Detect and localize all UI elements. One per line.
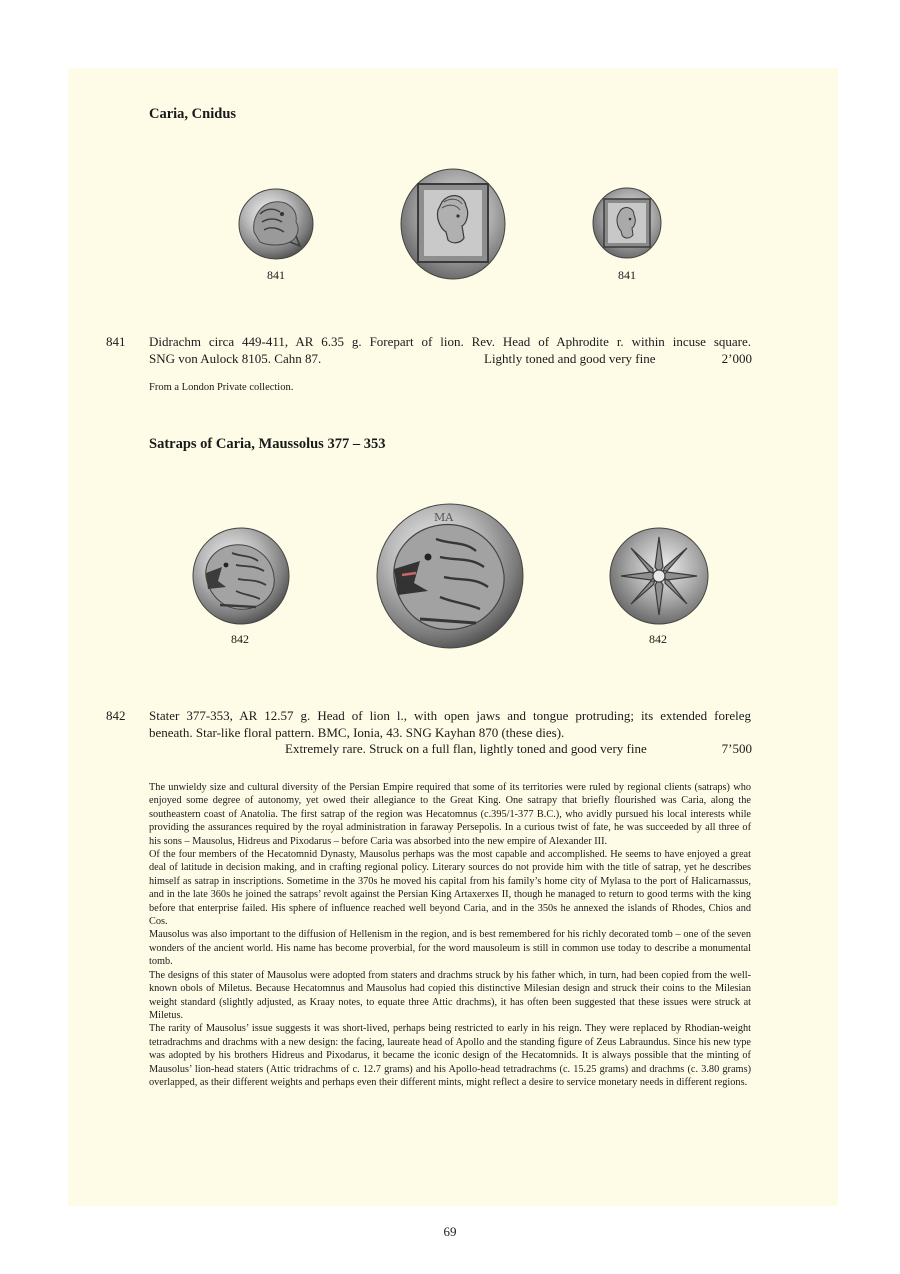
section-heading-maussolus: Satraps of Caria, Maussolus 377 – 353 bbox=[149, 436, 386, 452]
coin-label-841-obverse: 841 bbox=[267, 268, 285, 282]
coin-841-obverse-image bbox=[238, 188, 314, 260]
essay-paragraph: The rarity of Mausolus’ issue suggests it was short-lived, perhaps being restricted to early in his reign. They were replaced by Rhodian-weight tetradrachms and drachms with a new design: the facing, laureate head of Apollo and the standing figure of Zeus Labraundus. Since his new type was adopted by his brothers Hidreus and Pixodarus, it became the iconic design of the Hecatomnids. It is always possible that the minting of Mausolus’ lion-head staters (Attic tridrachms of c. 12.7 grams) and his Apollo-head tetradrachms (c. 15.25 grams) and drachms (c. 3.80 grams) overlapped, as their different weights and perhaps even their different mints, might reflect a desire to service monetary needs in different regions. bbox=[149, 1023, 751, 1088]
lot-842-estimate: 7’500 bbox=[721, 741, 752, 756]
lot-841-description-line1: Didrachm circa 449-411, AR 6.35 g. Forepart of lion. Rev. Head of Aphrodite r. within incuse square. bbox=[149, 334, 751, 349]
svg-text:ΜΑ: ΜΑ bbox=[434, 511, 454, 524]
coin-841-reverse-small-image bbox=[592, 187, 662, 259]
essay-paragraph: The unwieldy size and cultural diversity of the Persian Empire required that some of its territories were ruled by regional clients (satraps) who enjoyed some degree of autonomy, yet owed their allegiance to the Great King. One satrapy that briefly flourished was Caria, along the southeastern coast of Anatolia. The first satrap of the region was Hecatomnus (c.395/1-377 B.C.), who avidly pursued his local interests while providing the assurances required by the royal administration in faraway Persepolis. In a curious twist of fate, he was succeeded by all three of his sons – Mausolus, Hidreus and Pixodarus – before Caria was absorbed into the new empire of Alexander III. bbox=[149, 782, 751, 847]
lot-841-description-line2: SNG von Aulock 8105. Cahn 87. bbox=[149, 351, 322, 366]
coin-label-842-reverse: 842 bbox=[649, 632, 667, 646]
lot-841-estimate: 2’000 bbox=[721, 351, 752, 366]
coin-label-841-reverse: 841 bbox=[618, 268, 636, 282]
essay-paragraph: Mausolus was also important to the diffusion of Hellenism in the region, and is best remembered for his richly decorated tomb – one of the seven wonders of the ancient world. His name has become proverbial, for the word mausoleum is still in common use today to describe a monumental tomb. bbox=[149, 929, 751, 968]
essay-paragraph: The designs of this stater of Mausolus were adopted from staters and drachms struck by his father which, in turn, had been copied from the well-known obols of Miletus. Because Hecatomnus and Mausolus had copied this distinctive Milesian design and struck their coins to the Milesian weight standard (slightly adjusted, as Kraay notes, to equate three Attic drachms), it has often been suggested that these issues were struck at Miletus. bbox=[149, 969, 751, 1021]
coin-842-obverse-large-image bbox=[376, 503, 524, 649]
coin-label-842-obverse: 842 bbox=[231, 632, 249, 646]
page-number: 69 bbox=[443, 1224, 457, 1239]
lot-842-grade: Extremely rare. Struck on a full flan, lightly toned and good very fine bbox=[285, 741, 647, 756]
historical-essay bbox=[149, 781, 751, 1089]
coin-842-reverse-image bbox=[609, 527, 709, 625]
section-heading-cnidus: Caria, Cnidus bbox=[149, 106, 237, 122]
lot-841-grade: Lightly toned and good very fine bbox=[484, 351, 656, 366]
lot-number-842: 842 bbox=[106, 708, 126, 723]
lot-842-description-line2: beneath. Star-like floral pattern. BMC, Ionia, 43. SNG Kayhan 870 (these dies). bbox=[149, 725, 565, 740]
lot-841-provenance: From a London Private collection. bbox=[149, 382, 294, 393]
lot-number-841: 841 bbox=[106, 334, 126, 349]
coin-841-reverse-large-image bbox=[400, 168, 506, 280]
lot-842-description-line1: Stater 377-353, AR 12.57 g. Head of lion l., with open jaws and tongue protruding; its extended foreleg bbox=[149, 708, 751, 723]
essay-paragraph: Of the four members of the Hecatomnid Dynasty, Mausolus perhaps was the most capable and accomplished. He seems to have enjoyed a great deal of latitude in decision making, and in crafting regional policy. Literary sources do not provide him with the title of satrap, yet he describes himself as satrap in inscriptions. Sometime in the 370s he moved his capital from his family’s home city of Mylasa to the port of Halicarnassus, and in the late 360s he joined the satraps’ revolt against the Persian King Artaxerxes II, though he managed to return to good terms with the king before that enterprise failed. His sphere of influence reached well beyond Caria, and in the 350s he annexed the islands of Rhodes, Chios and Cos. bbox=[149, 849, 751, 928]
coin-842-obverse-small-image bbox=[192, 527, 290, 625]
